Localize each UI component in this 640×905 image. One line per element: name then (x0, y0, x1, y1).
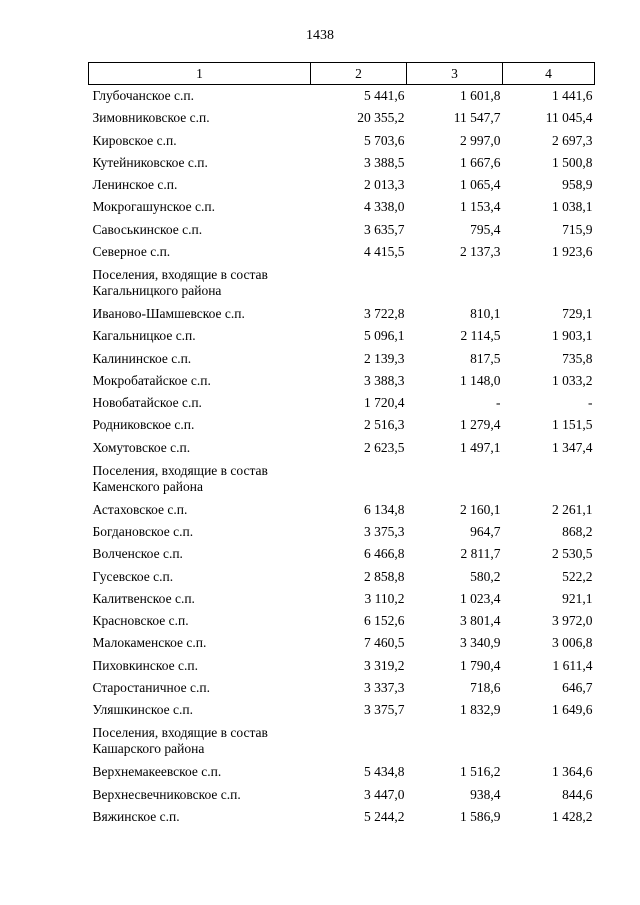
value-cell-3 (407, 459, 503, 499)
value-cell-4: 1 923,6 (552, 243, 593, 259)
value-cell-4: 1 649,6 (552, 702, 593, 718)
table-row (89, 174, 595, 196)
value-cell-2: 6 152,6 (364, 613, 405, 629)
value-cell-3: 718,6 (470, 679, 501, 695)
table-row (89, 566, 595, 588)
value-cell-4 (503, 459, 595, 499)
value-cell-3: 2 160,1 (460, 501, 501, 517)
value-cell-4: - (588, 395, 593, 411)
table-row (89, 370, 595, 392)
table-row (89, 85, 595, 108)
value-cell-4: 735,8 (562, 350, 593, 366)
value-cell-2 (311, 721, 407, 761)
value-cell-4: 2 261,1 (552, 501, 593, 517)
value-cell-2: 5 096,1 (364, 328, 405, 344)
value-cell-4: 1 500,8 (552, 154, 593, 170)
value-cell-2: 7 460,5 (364, 635, 405, 651)
table-group-row (89, 459, 595, 499)
value-cell-2: 3 375,3 (364, 524, 405, 540)
value-cell-2: 5 703,6 (364, 132, 405, 148)
value-cell-3: 795,4 (470, 221, 501, 237)
value-cell-2: 4 415,5 (364, 243, 405, 259)
value-cell-2: 5 434,8 (364, 764, 405, 780)
table-header (89, 63, 595, 85)
value-cell-4: 1 151,5 (552, 417, 593, 433)
table-row (89, 632, 595, 654)
settlement-name-cell: Верхнесвечниковское с.п. (92, 786, 241, 802)
table-row (89, 303, 595, 325)
value-cell-4: 11 045,4 (545, 110, 593, 126)
value-cell-2 (311, 263, 407, 303)
value-cell-3: 1 601,8 (460, 88, 501, 104)
settlement-name-cell: Волченское с.п. (92, 546, 183, 562)
table-row (89, 677, 595, 699)
value-cell-2: 2 858,8 (364, 568, 405, 584)
value-cell-3: 964,7 (470, 524, 501, 540)
settlement-name-cell: Иваново-Шамшевское с.п. (92, 306, 245, 322)
value-cell-2: 2 516,3 (364, 417, 405, 433)
value-cell-4: 1 611,4 (552, 657, 593, 673)
value-cell-4: 1 441,6 (552, 88, 593, 104)
settlement-name-cell: Красновское с.п. (92, 613, 189, 629)
settlement-name-cell: Глубочанское с.п. (92, 88, 194, 104)
value-cell-2: 3 375,7 (364, 702, 405, 718)
value-cell-3: 1 065,4 (460, 177, 501, 193)
value-cell-4: 2 697,3 (552, 132, 593, 148)
header-cell-4: 4 (503, 63, 595, 85)
value-cell-2: 6 466,8 (364, 546, 405, 562)
settlement-name-cell: Родниковское с.п. (92, 417, 195, 433)
table-row (89, 806, 595, 828)
value-cell-4: 844,6 (562, 786, 593, 802)
settlement-name-cell: Калитвенское с.п. (92, 590, 195, 606)
header-cell-2: 2 (311, 63, 407, 85)
value-cell-4: 1 903,1 (552, 328, 593, 344)
value-cell-3: 1 023,4 (460, 590, 501, 606)
settlement-name-cell: Малокаменское с.п. (92, 635, 207, 651)
table-row (89, 241, 595, 263)
value-cell-3: 1 832,9 (460, 702, 501, 718)
value-cell-3: 11 547,7 (453, 110, 501, 126)
table-row (89, 130, 595, 152)
value-cell-3: 1 148,0 (460, 372, 501, 388)
settlement-name-cell: Калининское с.п. (92, 350, 192, 366)
value-cell-3: 938,4 (470, 786, 501, 802)
value-cell-3: 810,1 (470, 306, 501, 322)
settlement-name-cell: Северное с.п. (92, 243, 171, 259)
settlement-name-cell: Астаховское с.п. (92, 501, 188, 517)
value-cell-4: 958,9 (562, 177, 593, 193)
table-row (89, 588, 595, 610)
value-cell-3: 580,2 (470, 568, 501, 584)
value-cell-4: 522,2 (562, 568, 593, 584)
data-table (88, 62, 595, 828)
value-cell-2: 4 338,0 (364, 199, 405, 215)
value-cell-4: 868,2 (562, 524, 593, 540)
value-cell-4: 1 038,1 (552, 199, 593, 215)
header-cell-1: 1 (89, 63, 311, 85)
value-cell-2: 3 337,3 (364, 679, 405, 695)
table-row (89, 392, 595, 414)
value-cell-4 (503, 263, 595, 303)
value-cell-2: 5 244,2 (364, 808, 405, 824)
table-row (89, 348, 595, 370)
header-cell-3: 3 (407, 63, 503, 85)
value-cell-2: 2 139,3 (364, 350, 405, 366)
value-cell-3: 2 811,7 (460, 546, 501, 562)
settlement-name-cell: Савоськинское с.п. (92, 221, 203, 237)
table-row (89, 543, 595, 565)
table-row (89, 437, 595, 459)
value-cell-2: 3 388,5 (364, 154, 405, 170)
header-row (89, 63, 595, 85)
table-group-row (89, 721, 595, 761)
settlement-name-cell: Новобатайское с.п. (92, 395, 202, 411)
value-cell-3: 3 801,4 (460, 613, 501, 629)
settlement-name-cell: Мокрогашунское с.п. (92, 199, 215, 215)
table-group-row (89, 263, 595, 303)
value-cell-4: 729,1 (562, 306, 593, 322)
value-cell-4: 1 428,2 (552, 808, 593, 824)
settlement-name-cell: Мокробатайское с.п. (92, 372, 211, 388)
table-row (89, 610, 595, 632)
settlement-name-cell: Зимовниковское с.п. (92, 110, 210, 126)
table-row (89, 325, 595, 347)
value-cell-3: 2 997,0 (460, 132, 501, 148)
value-cell-3: 2 114,5 (460, 328, 501, 344)
table-row (89, 761, 595, 783)
table-row (89, 499, 595, 521)
value-cell-4: 3 972,0 (552, 613, 593, 629)
value-cell-4: 715,9 (562, 221, 593, 237)
table-row (89, 521, 595, 543)
value-cell-2: 3 319,2 (364, 657, 405, 673)
value-cell-3: 1 790,4 (460, 657, 501, 673)
settlement-name-cell: Ленинское с.п. (92, 177, 178, 193)
table-row (89, 196, 595, 218)
settlement-name-cell: Верхнемакеевское с.п. (92, 764, 222, 780)
value-cell-3: 3 340,9 (460, 635, 501, 651)
value-cell-3: 1 667,6 (460, 154, 501, 170)
table-body (89, 85, 595, 829)
value-cell-4: 1 364,6 (552, 764, 593, 780)
settlement-name-cell: Кутейниковское с.п. (92, 154, 208, 170)
value-cell-4: 1 347,4 (552, 439, 593, 455)
table-row (89, 699, 595, 721)
value-cell-3: 1 516,2 (460, 764, 501, 780)
value-cell-3: 1 497,1 (460, 439, 501, 455)
value-cell-2: 3 447,0 (364, 786, 405, 802)
page-number: 1438 (306, 28, 334, 43)
settlement-name-cell: Богдановское с.п. (92, 524, 194, 540)
settlement-name-cell: Поселения, входящие в состав Каменского района (92, 462, 268, 494)
value-cell-2: 2 623,5 (364, 439, 405, 455)
value-cell-2 (311, 459, 407, 499)
settlement-name-cell: Поселения, входящие в состав Кагальницкого района (92, 267, 268, 298)
settlement-name-cell: Кировское с.п. (92, 132, 177, 148)
value-cell-4: 921,1 (562, 590, 593, 606)
value-cell-4 (503, 721, 595, 761)
table-row (89, 219, 595, 241)
value-cell-2: 3 635,7 (364, 221, 405, 237)
value-cell-3: 1 279,4 (460, 417, 501, 433)
table-row (89, 655, 595, 677)
value-cell-2: 20 355,2 (357, 110, 405, 126)
value-cell-2: 3 110,2 (364, 590, 405, 606)
settlement-name-cell: Поселения, входящие в состав Кашарского района (92, 725, 268, 757)
value-cell-2: 2 013,3 (364, 177, 405, 193)
value-cell-2: 3 388,3 (364, 372, 405, 388)
value-cell-3 (407, 721, 503, 761)
settlement-name-cell: Уляшкинское с.п. (92, 702, 193, 718)
value-cell-3: - (496, 395, 501, 411)
value-cell-3: 817,5 (470, 350, 501, 366)
settlement-name-cell: Вяжинское с.п. (92, 808, 180, 824)
settlement-name-cell: Кагальницкое с.п. (92, 328, 196, 344)
settlement-name-cell: Хомутовское с.п. (92, 439, 191, 455)
settlement-name-cell: Пиховкинское с.п. (92, 657, 198, 673)
value-cell-2: 5 441,6 (364, 88, 405, 104)
settlement-name-cell: Старостаничное с.п. (92, 679, 210, 695)
value-cell-3: 1 586,9 (460, 808, 501, 824)
value-cell-2: 1 720,4 (364, 395, 405, 411)
value-cell-4: 3 006,8 (552, 635, 593, 651)
value-cell-3: 2 137,3 (460, 243, 501, 259)
value-cell-3: 1 153,4 (460, 199, 501, 215)
settlement-name-cell: Гусевское с.п. (92, 568, 174, 584)
value-cell-4: 1 033,2 (552, 372, 593, 388)
value-cell-4: 2 530,5 (552, 546, 593, 562)
value-cell-2: 3 722,8 (364, 306, 405, 322)
table-row (89, 107, 595, 129)
table-row (89, 784, 595, 806)
value-cell-3 (407, 263, 503, 303)
table-row (89, 152, 595, 174)
table-row (89, 414, 595, 436)
value-cell-2: 6 134,8 (364, 501, 405, 517)
value-cell-4: 646,7 (562, 679, 593, 695)
